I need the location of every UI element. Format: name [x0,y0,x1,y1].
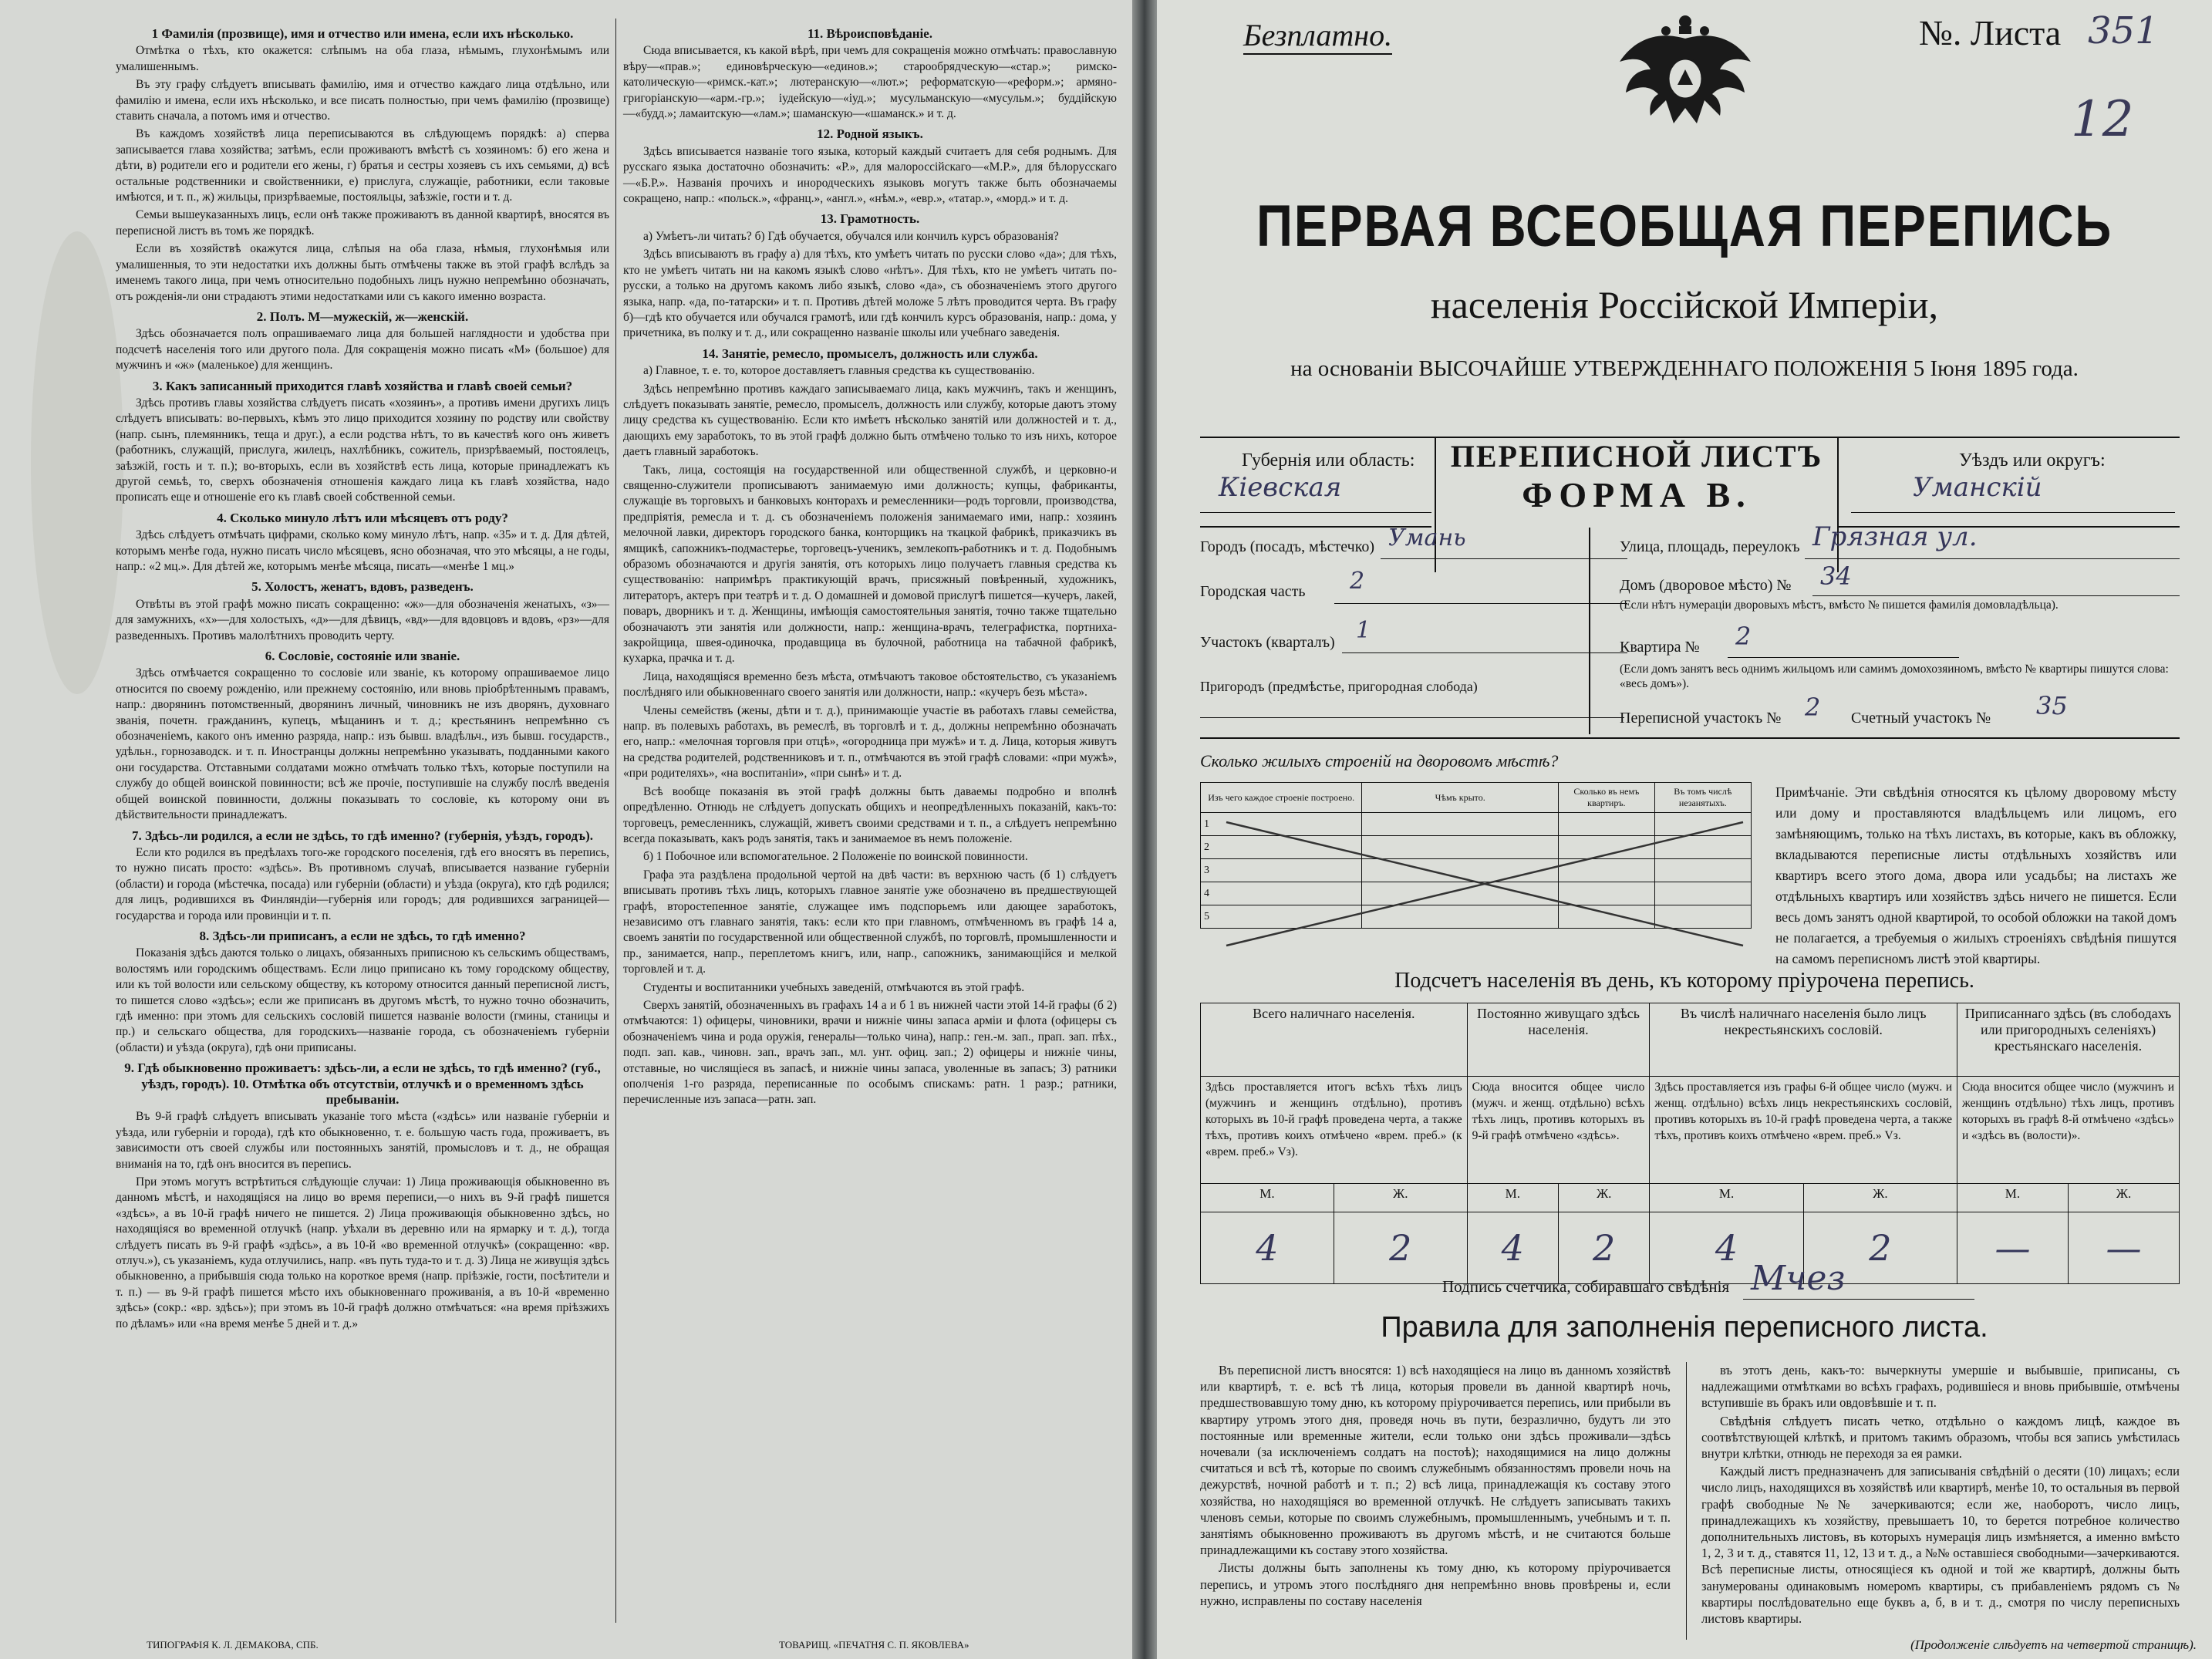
pop-header-non-peasant: Въ числѣ наличнаго населенія было лицъ некрестьянскихъ сословій. [1650,1003,1957,1077]
buildings-col-material: Изъ чего каждое строеніе построено. [1201,783,1362,813]
book-gutter [1132,0,1157,1659]
instruction-heading: 2. Полъ. М—мужескій, ж—женскій. [256,309,469,324]
house-note: (Если нѣтъ нумераціи дворовыхъ мѣстъ, вмѣсто № пишется фамилія домовладѣльца). [1620,599,2059,612]
col-female: Ж. [1803,1184,1957,1212]
buildings-question: Сколько жилыхъ строеній на дворовомъ мѣстѣ? [1200,751,1559,770]
rules-column-1 [1200,1362,1671,1610]
address-divider [1589,528,1590,734]
instruction-paragraph: а) Умѣетъ-ли читать? б) Гдѣ обучается, обучался или кончилъ курсъ образованія? [643,229,1059,243]
instruction-paragraph: Здѣсь непремѣнно противъ каждаго записываемаго лица, какъ мужчинъ, такъ и женщинъ, слѣдуетъ показывать занятіе, ремесло, промыселъ, должность или службу, которые даютъ этому лицу средства къ существованію. Если кто имѣетъ нѣсколько занятій или должностей и т. д., дающихъ ему заработокъ, то въ этой графѣ должно быть отмѣчено только то изъ нихъ, которое даетъ главный заработокъ. [623,382,1117,459]
instruction-heading: 12. Родной языкъ. [817,126,923,142]
continued-note: (Продолженіе слѣдуетъ на четвертой страницѣ). [1910,1637,2197,1652]
apartment-underline [1728,657,1959,658]
rule-paragraph: въ этотъ день, какъ-то: вычеркнуты умершіе и выбывшіе, приписаны, съ надлежащими отмѣтками во всѣхъ графахъ, родившіеся и вновь прибывшіе, отмѣчены вступившіе въ бракъ или овдовѣвшіе и т. п. [1701,1363,2180,1411]
instruction-paragraph: б) 1 Побочное или вспомогательное. 2 Положеніе по воинской повинности. [643,850,1028,864]
city-underline [1381,558,1627,559]
signature-underline [1743,1299,1974,1300]
city-part-value: 2 [1350,568,1365,595]
census-subtitle: населенія Россійской Имперіи, [1430,283,1939,326]
column-divider [615,19,616,1623]
rule-paragraph: Каждый листъ предназначенъ для записыванія свѣдѣній о десяти (10) лицахъ; если число лицъ, находящихся въ хозяйствѣ или квартирѣ, менѣе 10, то остальныя въ первой графѣ свободные №№ зачеркиваются; если же, наоборотъ, число лицъ, принадлежащихъ къ хозяйству, превышаетъ 10, то берется потребное количество дополнительныхъ листовъ, въ которыхъ нумерація лицъ измѣняется, а именно вмѣсто 1, 2, 3 и т. д., ставятся 11, 12, 13 и т. д., а №№ оставшіеся свободными—зачеркиваются. Всѣ переписные листы, относящіеся къ одной и той же квартирѣ, должны быть занумерованы одинаковымъ номеромъ квартиры, съ прибавленіемъ рядомъ съ № квартиры послѣдовательно еще буквъ а, б, в и т. д., смотря по числу переписныхъ листовъ квартиры. [1701,1464,2180,1627]
instruction-paragraph: Здѣсь вписываютъ въ графу а) для тѣхъ, кто умѣетъ читать по русски слово «да»; для тѣхъ, кто не умѣетъ читать ни на какомъ языкѣ слово «нѣтъ». Для тѣхъ, кто не умѣетъ читать по-русски, а только на другомъ какомъ либо языкѣ, слово «да», съ обозначеніемъ этого другого языка, напр. «да, по-татарски» и т. п. Противъ дѣтей моложе 5 лѣтъ проводится черта. Въ графу б)—гдѣ кто обучается или обучался грамотѣ, или гдѣ кончилъ курсъ образованія, напр.: дома, у причетника, въ полку и т. д., или сокращенно названіе школы или учебнаго заведенія. [623,248,1117,340]
imperial-eagle-emblem-icon [1604,8,1766,147]
count-area-value: 35 [2036,691,2068,720]
col-male: М. [1201,1184,1334,1212]
enumerator-signature: Мчез [1751,1259,1846,1298]
instruction-heading: 1 Фамилія (прозвище), имя и отчество или имена, если ихъ нѣсколько. [151,26,574,41]
row-number: 4 [1201,882,1362,905]
permanent-male-count: 4 [1467,1212,1558,1284]
col-female: Ж. [2068,1184,2179,1212]
house-label: Домъ (дворовое мѣсто) № [1620,577,1792,594]
instruction-heading: 6. Сословіе, состояніе или званіе. [265,649,460,664]
instruction-heading: 3. Какъ записанный приходится главѣ хозяйства и главѣ своей семьи? [152,378,573,393]
instruction-paragraph: Если въ хозяйствѣ окажутся лица, слѣпыя на оба глаза, нѣмыя, глухонѣмыя или умалишенныя, то эти недостатки ихъ должны быть отмѣчены также въ этой графѣ вслѣдъ за именемъ такого лица, при чемъ относительно подобныхъ лицъ нужно непремѣнно обозначать, отъ рожденія-ли они страдаютъ этими недостатками или съ какого именно возраста. [116,242,609,303]
present-male-count: 4 [1201,1212,1334,1284]
pop-header-peasant: Приписаннаго здѣсь (въ слободахъ или пригородныхъ селеніяхъ) крестьянскаго населенія. [1957,1003,2180,1077]
house-value: 34 [1820,561,1852,591]
instruction-paragraph: Графа эта раздѣлена продольной чертой на двѣ части: въ верхнюю часть (б 1) слѣдуетъ вписывать противъ тѣхъ лицъ, которыхъ главное занятіе уже обозначено въ предшествующей графѣ, второстепенное занятіе, служащее имъ подспорьемъ или дающее заработокъ, независимо отъ главнаго занятія, такъ: если кто при главномъ, отмѣченномъ въ графѣ 14 а, своемъ занятіи по государственной или общественной службѣ, по торговлѣ, промышленности и пр., занимается, напр., переплетомъ книгъ, или, напр., сапожникъ, занимающійся и мелкой торговлей и т. д. [623,868,1117,976]
instruction-paragraph: Члены семействъ (жены, дѣти и т. д.), принимающіе участіе въ работахъ главы семейства, напр. въ полевыхъ работахъ, въ ремеслѣ, въ торговлѣ и т. д., должны непремѣнно обозначать его, напр.: «мелочная торговля при отцѣ», «огородница при мужѣ» и т. д. Лица, которыя живутъ на средства родителей, родственниковъ и т. п., отмѣчаются въ этой графѣ словами: «при мужѣ», «при родителяхъ», «на воспитаніи», «при сынѣ» и т. д. [623,703,1117,781]
instruction-paragraph: Сверхъ занятій, обозначенныхъ въ графахъ 14 а и б 1 въ нижней части этой 14-й графы (б 2) отмѣчаются: 1) офицеры, чиновники, врачи и нижніе чины запаса арміи и флота (офицеры съ обозначеніемъ чина и рода оружія, генералы—только чина), напр.: ген.-м. зап., прап. зап. пѣх., подп. зап. кав., чиновн. зап., врачъ зап., мл. унт. офиц. зап.; 2) офицеры и нижніе чины, отставные, но числящіеся въ запасѣ, и нижніе чины запаса, уволенные въ запасъ; 3) ратники ополченія 1-го разряда, переписанные по особымъ спискамъ: ратн. 1 разр.; ратники, перечисленные изъ запаса—ратн. зап. [623,998,1117,1107]
uchastok-value: 1 [1356,617,1371,644]
col-female: Ж. [1559,1184,1650,1212]
instruction-paragraph: Здѣсь противъ главы хозяйства слѣдуетъ писать «хозяинъ», а противъ имени другихъ лицъ слѣдуетъ вписывать: во-первыхъ, кѣмъ это лицо приходится хозяину по родству или свойству (напр. сынъ, племянникъ, теща и друг.), а если родства нѣтъ, то въ качествѣ кого онъ живетъ (работникъ, служащій, прислуга, жилецъ, нахлѣбникъ, сожитель, призрѣваемый, постоялецъ, заѣзжій, гость и т. п.); во-вторыхъ, если въ хозяйствѣ есть лица, которые принадлежатъ къ другой семьѣ, то, сверхъ обозначенія отношенія каждаго лица къ главѣ хозяйства, надо прописать еще и отношеніе его къ главѣ своей собственной семьи. [116,396,609,504]
gubernia-underline [1200,512,1431,513]
instruction-paragraph: Отвѣты въ этой графѣ можно писать сокращенно: «ж»—для обозначенія женатыхъ, «з»—для замужнихъ, «х»—для холостыхъ, «д»—для дѣвицъ, «вд»—для вдовцовъ и вдовъ, «рз»—для разведенныхъ. Противъ малолѣтнихъ проводить черту. [116,597,609,642]
uezd-underline [1851,512,2175,513]
buildings-col-apartments: Сколько въ немъ квартиръ. [1559,783,1655,813]
rule-paragraph: Листы должны быть заполнены къ тому дню, къ которому пріурочивается перепись, и утромъ этого послѣдняго дня непремѣнно вновь провѣрены и, если нужно, исправлены по составу населенія [1200,1560,1671,1608]
uezd-label: Уѣздъ или округъ: [1959,450,2106,470]
legal-basis-line: на основаніи ВЫСОЧАЙШЕ УТВЕРЖДЕННАГО ПОЛОЖЕНІЯ 5 Іюня 1895 года. [1290,356,2079,381]
row-number: 2 [1201,836,1362,859]
population-count-table [1200,1003,2180,1284]
instruction-paragraph: При этомъ могутъ встрѣтиться слѣдующіе случаи: 1) Лица проживающія обыкновенно въ данномъ мѣстѣ, и находящіяся на лицо во время переписи,—о нихъ въ 9-й графѣ пишется «здѣсь», а въ 10-й графѣ ничего не пишется. 2) Лица проживающія обыкновенно здѣсь, но находящіяся во временной отлучкѣ (напр. уѣхали въ деревню или на ярмарку и т. д.), тогда слѣдуетъ писать въ 9-й графѣ «здѣсь», а въ 10-й «во временной отлучкѣ» (сокращенно: «вр. отлуч.»), съ указаніемъ, куда отлучились, напр. «въ путь туда-то и т. д. 3) Лица не живущія здѣсь обыкновенно, а прибывшія сюда только на короткое время (напр. пріѣзжіе, гости, посѣтители и т. п.) — въ 9-й графѣ пишется мѣсто ихъ обыкновеннаго проживанія, а въ 10-й «временно здѣсь» (сокр.: «вр. здѣсь»); при этомъ въ 10-й графѣ должно отмѣчаться: «на время пріѣзжихъ по дѣламъ» или «на время менѣе 5 дней и т. д.» [116,1175,609,1330]
instruction-paragraph: Въ эту графу слѣдуетъ вписывать фамилію, имя и отчество каждаго лица отдѣльно, или фамилію и имена, если ихъ нѣсколько, и все писать полностью, при чемъ фамилію (прозвище) ставить сначала, а потомъ имя и отчество. [116,78,609,123]
rules-title: Правила для заполненія переписного листа. [1381,1311,1988,1344]
city-part-label: Городская часть [1200,583,1306,600]
census-form-page [1157,0,2212,1659]
pop-text-peasant: Сюда вносится общее число (мужчинъ и женщинъ отдѣльно) тѣхъ лицъ, противъ которыхъ въ графѣ 8-й отмѣчено «здѣсь» и «здѣсь въ (волости)». [1957,1077,2180,1184]
count-area-label: Счетный участокъ № [1851,710,1991,727]
instructions-column-1 [116,22,609,1334]
col-male: М. [1957,1184,2069,1212]
apartment-value: 2 [1735,622,1752,651]
instruction-heading: 11. Вѣроисповѣданіе. [807,26,933,41]
gubernia-label: Губернія или область: [1242,450,1415,470]
instruction-paragraph: Въ каждомъ хозяйствѣ лица переписываются въ слѣдующемъ порядкѣ: а) сперва записывается глава хозяйства; затѣмъ, если проживаютъ вмѣстѣ съ хозяиномъ: б) его жена и дѣти, в) родители его и родители его жены, г) братья и сестры хозяевъ съ ихъ семьями, д) всѣ остальные родственники и свойственники, е) прислуга, служащіе, работники, если таковые имѣются, и т. п., ж) жильцы, призрѣваемые, постояльцы, заѣзжіе, гости и т. д. [116,127,609,204]
prigorod-underline [1200,717,1624,718]
census-area-label: Переписной участокъ № [1620,710,1782,727]
instruction-heading: 5. Холостъ, женатъ, вдовъ, разведенъ. [251,579,474,595]
col-male: М. [1650,1184,1803,1212]
instruction-paragraph: Здѣсь отмѣчается сокращенно то сословіе или званіе, къ которому опрашиваемое лицо относится по своему рожденію, или прежнему состоянію, или вновь пріобрѣтеннымъ правамъ, напр.: дворянинъ потомственный, дворянинъ личный, чиновникъ не изъ дворянъ, духовнаго званія, почетн. гражданинъ, купецъ, мѣщанинъ и т. д.; крестьянинъ непремѣнно съ обозначеніемъ, какого онъ именно разряда, напр.: изъ бывш. владѣльч., изъ бывш. государств., удѣльн., горнозаводск. и т. п. Иностранцы должны непремѣнно указывать, подданными какого они государства. Отставными солдатами можно отмѣчать только тѣхъ, которые поступили на службу до общей воинской повинности; всѣ же прочіе, поступившіе на службу послѣ введенія общей воинской повинности, должны показывать то сословіе, къ которому они въ дѣйствительности принадлежатъ. [116,666,609,822]
instruction-paragraph: Всѣ вообще показанія въ этой графѣ должны быть даваемы подробно и вполнѣ опредѣленно. Отнюдь не слѣдуетъ допускать общихъ и неопредѣленныхъ показаній, какъ-то: торговецъ, ремесленникъ, служащій, живетъ своими средствами и т. п., а слѣдуетъ непремѣнно всегда показывать, какъ родъ занятія, такъ и занимаемое въ немъ положеніе. [623,784,1117,845]
instruction-heading: 14. Занятіе, ремесло, промыселъ, должность или служба. [702,346,1038,361]
rules-divider [1686,1362,1687,1640]
peasant-female-count: — [2068,1212,2179,1284]
instruction-paragraph: Въ 9-й графѣ слѣдуетъ вписывать указаніе того мѣста («здѣсь» или названіе губерніи и уѣзда, или губерніи и города), гдѣ кто обыкновенно, т. е. большую часть года, проживаетъ, въ зависимости отъ своей службы или постоянныхъ занятій, промысловъ и т. д., не обращая вниманія на то, гдѣ онъ вносится въ перепись. [116,1110,609,1171]
paper-stain [31,231,123,694]
street-label: Улица, площадь, переулокъ [1620,538,1800,555]
instruction-paragraph: а) Главное, т. е. то, которое доставляетъ главныя средства къ существованію. [643,364,1035,378]
pop-text-present: Здѣсь проставляется итогъ всѣхъ тѣхъ лицъ (мужчинъ и женщинъ отдѣльно), противъ которыхъ въ 10-й графѣ проведена черта, а также тѣхъ, противъ коихъ отмѣчено «врем. преб.» (к «врем. преб.» Vз). [1201,1077,1468,1184]
instruction-heading: 9. Гдѣ обыкновенно проживаетъ: здѣсь-ли, а если не здѣсь, то гдѣ именно? (губ., уѣздъ, городъ). 10. Отмѣтка объ отсутствіи, отлучкѣ и о временномъ здѣсь пребываніи. [124,1060,601,1107]
col-female: Ж. [1334,1184,1467,1212]
sheet-number-label: №. Листа [1919,13,2062,52]
row-number: 3 [1201,859,1362,882]
apartment-note: (Если домъ занятъ весь однимъ жильцомъ или самимъ домохозяиномъ, вмѣсто № квартиры пишутся слова: «весь домъ»). [1620,663,2169,690]
gubernia-value: Кіевская [1219,472,1342,503]
row-number: 5 [1201,905,1362,929]
instruction-heading: 7. Здѣсь-ли родился, а если не здѣсь, то гдѣ именно? (губернія, уѣздъ, городъ). [132,828,593,843]
census-title: ПЕРВАЯ ВСЕОБЩАЯ ПЕРЕПИСЬ [1256,194,2113,259]
instruction-paragraph: Сюда вписывается, къ какой вѣрѣ, при чемъ для сокращенія можно отмѣчать: православную вѣру—«прав.»; единовѣрческую—«единов.»; старообрядческую—«стар.»; римско-католическую—«римск.-кат.»; лютеранскую—«лют.»; реформатскую—«реформ.»; армяно-григоріанскую—«арм.-гр.»; іудейскую—«іуд.»; мусульманскую—«мусульм.»; буддійскую—«будд.»; ламаитскую—«лам.»; шаманскую—«шаманск.» и т. д. [623,44,1117,121]
house-underline [1812,595,2180,596]
uchastok-label: Участокъ (кварталъ) [1200,634,1335,651]
instruction-paragraph: Студенты и воспитанники учебныхъ заведеній, отмѣчаются въ этой графѣ. [643,980,1025,994]
peasant-male-count: — [1957,1212,2069,1284]
permanent-female-count: 2 [1559,1212,1650,1284]
instruction-heading: 13. Грамотность. [820,211,920,227]
rules-column-2 [1701,1362,2180,1628]
buildings-col-vacant: Въ томъ числѣ незанятыхъ. [1654,783,1751,813]
form-title: ПЕРЕПИСНОЙ ЛИСТЪ [1450,439,1823,474]
printer-imprint-left: ТИПОГРАФІЯ К. Л. ДЕМАКОВА, СПБ. [147,1639,319,1651]
corner-handwritten-number: 12 [2071,91,2134,148]
row-number: 1 [1201,813,1362,836]
instruction-heading: 4. Сколько минуло лѣтъ или мѣсяцевъ отъ роду? [217,510,508,525]
city-label: Городъ (посадъ, мѣстечко) [1200,538,1375,555]
form-variant: ФОРМА В. [1522,475,1752,514]
instruction-paragraph: Если кто родился въ предѣлахъ того-же городского поселенія, гдѣ его вносятъ въ перепись, то нужно писать просто: «здѣсь». Въ противномъ случаѣ, вписывается название губерніи (области) и города (мѣстечка, посада) или губерніи (области) и уѣзда (округа), кто гдѣ родился; для лицъ, родившихся въ Финляндіи—губернія или городъ; для родившихся заграницей—государства и города или провинціи и т. п. [116,845,609,922]
city-part-underline [1334,603,1627,604]
census-area-value: 2 [1805,693,1821,722]
population-count-title: Подсчетъ населенія въ день, къ которому пріурочена перепись. [1394,969,1974,993]
non-peasant-male-count: 4 [1650,1212,1803,1284]
present-female-count: 2 [1334,1212,1467,1284]
uezd-value: Уманскій [1913,472,2042,503]
non-peasant-female-count: 2 [1803,1212,1957,1284]
free-of-charge-label: Безплатно. [1243,17,1392,55]
enumerator-signature-label: Подпись счетчика, собиравшаго свѣдѣнія [1442,1277,1730,1296]
rule-paragraph: Въ переписной листъ вносятся: 1) всѣ находящіеся на лицо въ данномъ хозяйствѣ или квартирѣ, т. е. всѣ тѣ лица, которыя провели въ данной квартирѣ ночь, предшествовавшую тому дню, къ которому пріурочивается перепись, или прибыли въ квартиру утромъ этого дня, проведя ночь въ пути, безразлично, будутъ ли это постоянные или временные жители, если только они здѣсь проживали—здѣсь ночевали (за исключеніемъ солдатъ на постоѣ); находящимися на лицо должны считаться и всѣ тѣ, которые по своимъ служебнымъ обязанностямъ провели ночь на дежурствѣ, ночной работѣ и т. п.; 2) всѣ лица, принадлежащія къ составу этого хозяйства, но находящіяся во временной отлучкѣ. Не слѣдуетъ записывать такихъ членовъ семьи, которые по своимъ служебнымъ, промышленнымъ, учебнымъ и т. п. занятіямъ обыкновенно проживаютъ въ другомъ мѣстѣ, и не считаются больше принадлежащими къ составу этого хозяйства. [1200,1363,1671,1558]
instruction-paragraph: Здѣсь обозначается полъ опрашиваемаго лица для большей наглядности и удобства при подсчетѣ населенія того или другого пола. Для сокращенія можно писать «М» (большое) для мужчинъ и «ж» (маленькое) для женщинъ. [116,327,609,373]
instruction-paragraph: Лица, находящіяся временно безъ мѣста, отмѣчаютъ таковое обстоятельство, съ указаніемъ послѣдняго или обыкновеннаго своего занятія или должности, напр.: «кучеръ безъ мѣста». [623,669,1117,700]
street-value: Грязная ул. [1812,521,1978,552]
instruction-paragraph: Такъ, лица, состоящія на государственной или общественной службѣ, и церковно-и священно-служители прописываютъ занимаемую ими должность; купцы, фабриканты, служащіе въ торговыхъ и банковыхъ конторахъ и ремесленники—родъ торговли, производства, предпріятія, ремесла и т. д. съ обозначеніемъ положенія занимаемаго ими, напр.: хозяинъ мелочной лавки, директоръ городского банка, конторщикъ на ткацкой фабрикѣ, приказчикъ въ ямщикѣ, сапожникъ-подмастерье, торговецъ-ученикъ, землекопъ-работникъ и т. д. Подобнымъ образомъ обозначаются и другія занятія, отъ которыхъ лицо получаетъ главныя средства къ существованію: напримѣръ практикующій врачъ, присяжный повѣренный, художникъ, литераторъ, актеръ при театрѣ и т. д. О домашней и домовой прислугѣ пишется—кучеръ, лакей, поваръ, дворникъ и т. д. Женщины, имѣющія самостоятельныя занятія, точно также тщательно обозначаютъ эти занятія или должности, напр.: женщина-врачъ, телеграфистка, портниха-закройщица, швея-одиночка, продавщица въ булочной, работница на табачной фабрикѣ, кухарка, прачка и т. д. [623,463,1117,666]
street-underline [1805,558,2180,559]
instruction-paragraph: Показанія здѣсь даются только о лицахъ, обязанныхъ приписною къ сельскимъ обществамъ, волостямъ или городскимъ обществамъ. Если лицо приписано къ тому городскому обществу, или къ той волости или сельскому обществу, къ которому относится данный переписной листъ, то пишется слово «здѣсь»; если же приписанъ въ другомъ мѣстѣ, то нужно точно обозначить, гдѣ именно: при этомъ для сельскихъ сословій пишется названіе волости (гмины, станицы и пр.) и сельскаго общества, для городскихъ—названіе города, съ обозначеніемъ губерніи (области) и уѣзда (округа), гдѣ они приписаны. [116,946,609,1054]
printer-imprint-right: ТОВАРИЩ. «ПЕЧАТНЯ С. П. ЯКОВЛЕВА» [779,1639,969,1651]
pop-text-non-peasant: Здѣсь проставляется изъ графы 6-й общее число (мужч. и женщ. отдѣльно) всѣхъ лицъ некрестьянскихъ сословій, противъ которыхъ въ 10-й графѣ проведена черта, а также тѣхъ, противъ коихъ отмѣчено «врем. преб.» Vз. [1650,1077,1957,1184]
prigorod-label: Пригородъ (предмѣстье, пригородная слобода) [1200,679,1478,694]
pop-header-permanent: Постоянно живущаго здѣсь населенія. [1467,1003,1650,1077]
instruction-paragraph: Здѣсь вписывается названіе того языка, который каждый считаетъ для себя роднымъ. Для русскаго языка достаточно обозначить: «Р.», для малороссійскаго—«М.Р.», для бѣлорусскаго—«Б.Р.». Названія прочихъ и инородческихъ языковъ могутъ также быть обозначаемы сокращено, напр.: «польск.», «франц.», «англ.», «нѣм.», «евр.», «татар.», «морд.» и т. д. [623,144,1117,206]
apartment-label: Квартира № [1620,639,1700,656]
crossed-out-mark [1219,814,1751,953]
buildings-col-roof: Чѣмъ крыто. [1362,783,1559,813]
buildings-note: Примѣчаніе. Эти свѣдѣнія относятся къ цѣлому дворовому мѣсту или дому и проставляются владѣльцемъ или лицомъ, его замѣняющимъ, только на тѣхъ листахъ, въ которые, какъ въ обложку, вкладываются переписные листы отдѣльныхъ хозяйствъ или квартиръ всего этого дома, двора или усадьбы; на листахъ же отдѣльныхъ квартиръ или хозяйствъ здѣсь ничего не пишется. Если весь домъ занятъ одной квартирой, то особой обложки на такой домъ не полагается, а требуемыя о жилыхъ строеніяхъ свѣдѣнія пишутся на самомъ переписномъ листѣ этой квартиры. [1775,784,2177,966]
rule-paragraph: Свѣдѣнія слѣдуетъ писать четко, отдѣльно о каждомъ лицѣ, каждое въ соотвѣтствующей клѣткѣ, и притомъ такимъ образомъ, чтобы вся запись умѣстилась внутри клѣтки, отнюдь не переходя за ея рамки. [1701,1413,2180,1462]
sheet-number-handwritten: 351 [2088,9,2159,52]
instruction-paragraph: Семьи вышеуказанныхъ лицъ, если онѣ также проживаютъ въ данной квартирѣ, вносятся въ переписной листъ въ томъ же порядкѣ. [116,208,609,238]
col-male: М. [1467,1184,1558,1212]
instructions-column-2 [623,22,1117,1111]
pop-header-present: Всего наличнаго населенія. [1201,1003,1468,1077]
city-value: Умань [1388,524,1466,551]
pop-text-permanent: Сюда вносится общее число (мужч. и женщ. отдѣльно) всѣхъ тѣхъ лицъ, противъ которыхъ въ 9-й графѣ отмѣчено «здѣсь». [1467,1077,1650,1184]
instruction-paragraph: Отмѣтка о тѣхъ, кто окажется: слѣпымъ на оба глаза, нѣмымъ, глухонѣмымъ или умалишеннымъ. [116,44,609,73]
uchastok-underline [1342,652,1627,653]
instruction-heading: 8. Здѣсь-ли приписанъ, а если не здѣсь, то гдѣ именно? [199,928,526,943]
form-frame-bottom [1200,737,2180,739]
instruction-paragraph: Здѣсь слѣдуетъ отмѣчать цифрами, сколько кому минуло лѣтъ, напр. «35» и т. д. Для дѣтей, которымъ менѣе года, нужно писать число мѣсяцевъ, ясно обозначая, что это мѣсяцы, а не годы, напр.: «2 мц.». Для дѣтей же, которымъ менѣе мѣсяца, писать—«менѣе 1 мц.» [116,528,609,573]
